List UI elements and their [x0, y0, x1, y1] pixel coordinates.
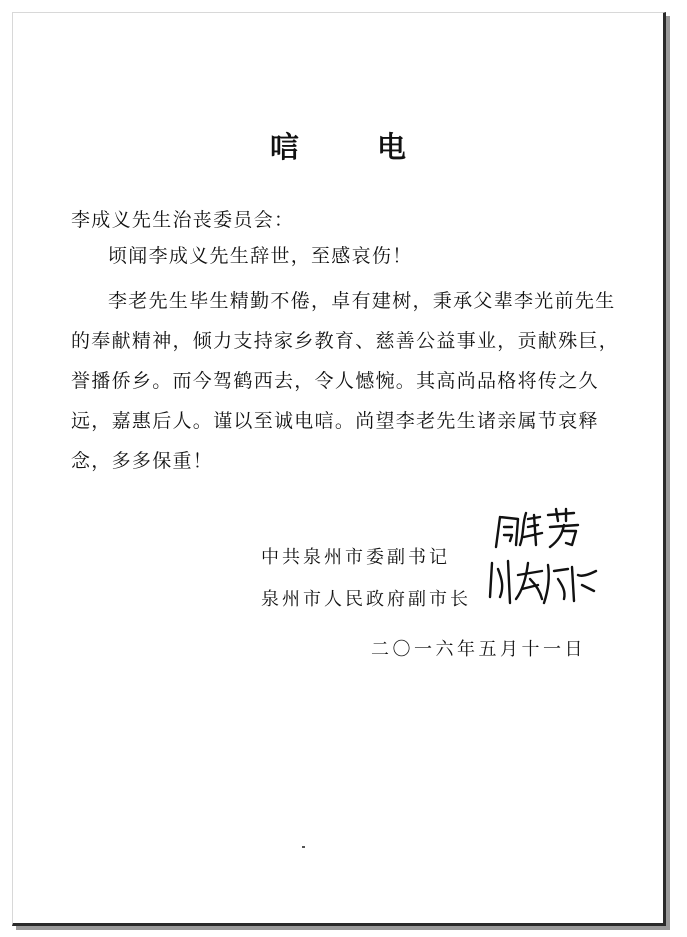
handwritten-signatures	[478, 505, 608, 615]
signatory-title-2: 泉州市人民政府副市长	[261, 589, 471, 610]
paragraph-2: 李老先生毕生精勤不倦，卓有建树，秉承父辈李光前先生的奉献精神，倾力支持家乡教育、慈善公益事业，贡献殊巨，誉播侨乡。而今驾鹤西去，令人憾惋。其高尚品格将传之久远，嘉惠后人。谨以至诚电唁。尚望李老先生诸亲属节哀释念，多多保重！	[71, 290, 620, 472]
salutation: 李成义先生治丧委员会：	[71, 209, 295, 231]
paragraph-1: 顷闻李成义先生辞世，至感哀伤！	[108, 245, 413, 267]
letter-date: 二〇一六年五月十一日	[371, 639, 586, 660]
signatory-title-1: 中共泉州市委副书记	[261, 547, 450, 568]
condolence-letter-page	[12, 12, 666, 926]
letter-title: 唁 电	[269, 130, 441, 164]
page-mark	[302, 846, 305, 848]
